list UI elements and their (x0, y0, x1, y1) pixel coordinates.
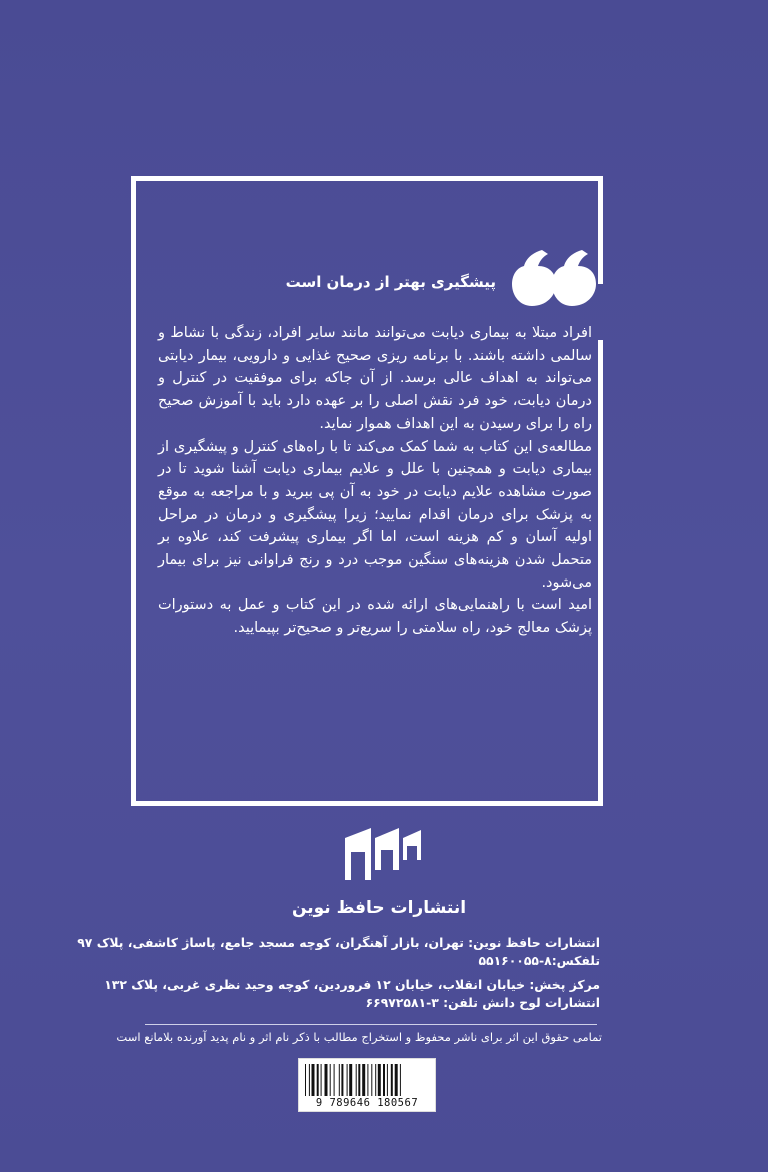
barcode-bar (349, 1064, 352, 1096)
barcode-bar (362, 1064, 365, 1096)
divider-line (145, 1024, 597, 1025)
distribution-center: مرکز پخش: خیابان انقلاب، خیابان ۱۲ فروردین، کوچه وحید نظری غربی، پلاک ۱۳۲ (104, 977, 600, 992)
lohe-danesh-phone: انتشارات لوح دانش تلفن: ۳-۶۶۹۷۲۵۸۱ (365, 995, 600, 1010)
barcode-bar (387, 1064, 388, 1096)
barcode-bar (341, 1064, 343, 1096)
frame-top-border (131, 176, 603, 181)
barcode-bar (305, 1064, 306, 1096)
barcode-bar (321, 1064, 322, 1096)
frame-bottom-border (131, 801, 603, 806)
isbn-number: 9 789646 180567 (315, 1097, 419, 1109)
barcode-bar (309, 1064, 310, 1096)
publisher-info (77, 934, 600, 1012)
barcode-bar (358, 1064, 360, 1096)
barcode-bar (367, 1064, 368, 1096)
barcode-bar (400, 1064, 401, 1096)
publisher-name: انتشارات حافظ نوین (291, 898, 467, 918)
barcode-icon (305, 1064, 429, 1096)
barcode-bar (375, 1064, 376, 1096)
barcode-bar (339, 1064, 340, 1096)
barcode-bar (371, 1064, 372, 1096)
barcode-bar (325, 1064, 328, 1096)
barcode-bar (347, 1064, 348, 1096)
publisher-logo-icon (337, 824, 425, 884)
barcode-bar (356, 1064, 357, 1096)
barcode-bar (395, 1064, 398, 1096)
barcode-bar (391, 1064, 393, 1096)
barcode-bar (330, 1064, 331, 1096)
frame-right-border-lower (598, 340, 603, 806)
barcode-bar (334, 1064, 335, 1096)
barcode-bar (312, 1064, 315, 1096)
barcode-bar (383, 1064, 385, 1096)
publisher-fax: تلفکس:۸-۵۵۱۶۰۰۵۵ (478, 953, 600, 968)
barcode-bar (378, 1064, 381, 1096)
quote-mark-icon (508, 244, 606, 312)
body-paragraph-1: افراد مبتلا به بیماری دیابت می‌توانند مانند سایر افراد، زندگی با نشاط و سالمی داشته باشند. با برنامه ریزی صحیح غذایی و دارویی، بیمار دیابتی می‌تواند به اهداف عالی برسد. از آن جاکه برای موفقیت در کنترل و درمان دیابت، خود فرد نقش اصلی را بر عهده دارد باید با آموزش صحیح راه را برای رسیدن به این اهداف هموار نماید. (158, 325, 592, 432)
body-paragraph-2: مطالعه‌ی این کتاب به شما کمک می‌کند تا با راه‌های کنترل و پیشگیری از بیماری دیابت و همچنین با علل و علایم بیماری دیابت آشنا شوید تا در صورت مشاهده علایم دیابت در خود به آن پی ببرید و با مراجعه به موقع به پزشک برای درمان اقدام نمایید؛ زیرا پیشگیری و درمان در مراحل اولیه آسان و کم هزینه است، اما اگر بیماری پیشرفت کند، علاوه بر متحمل شدن هزینه‌های سنگین موجب درد و رنج فراوانی نیز برای بیمار می‌شود. (158, 438, 592, 591)
barcode-bar (317, 1064, 319, 1096)
barcode (298, 1058, 436, 1112)
body-paragraph-3: امید است با راهنمایی‌های ارائه شده در این کتاب و عمل به دستورات پزشک معالج خود، راه سلامتی را سریع‌تر و صحیح‌تر بپیمایید. (158, 597, 592, 637)
publisher-address: انتشارات حافظ نوین: تهران، بازار آهنگران، کوچه مسجد جامع، پاساژ کاشفی، پلاک ۹۷ (77, 935, 600, 950)
body-text (158, 322, 592, 640)
frame-left-border (131, 176, 136, 806)
headline: پیشگیری بهتر از درمان است (285, 273, 496, 291)
copyright-notice: تمامی حقوق این اثر برای ناشر محفوظ و استخراج مطالب با ذکر نام اثر و نام پدید آورنده بلامانع است (116, 1030, 602, 1044)
